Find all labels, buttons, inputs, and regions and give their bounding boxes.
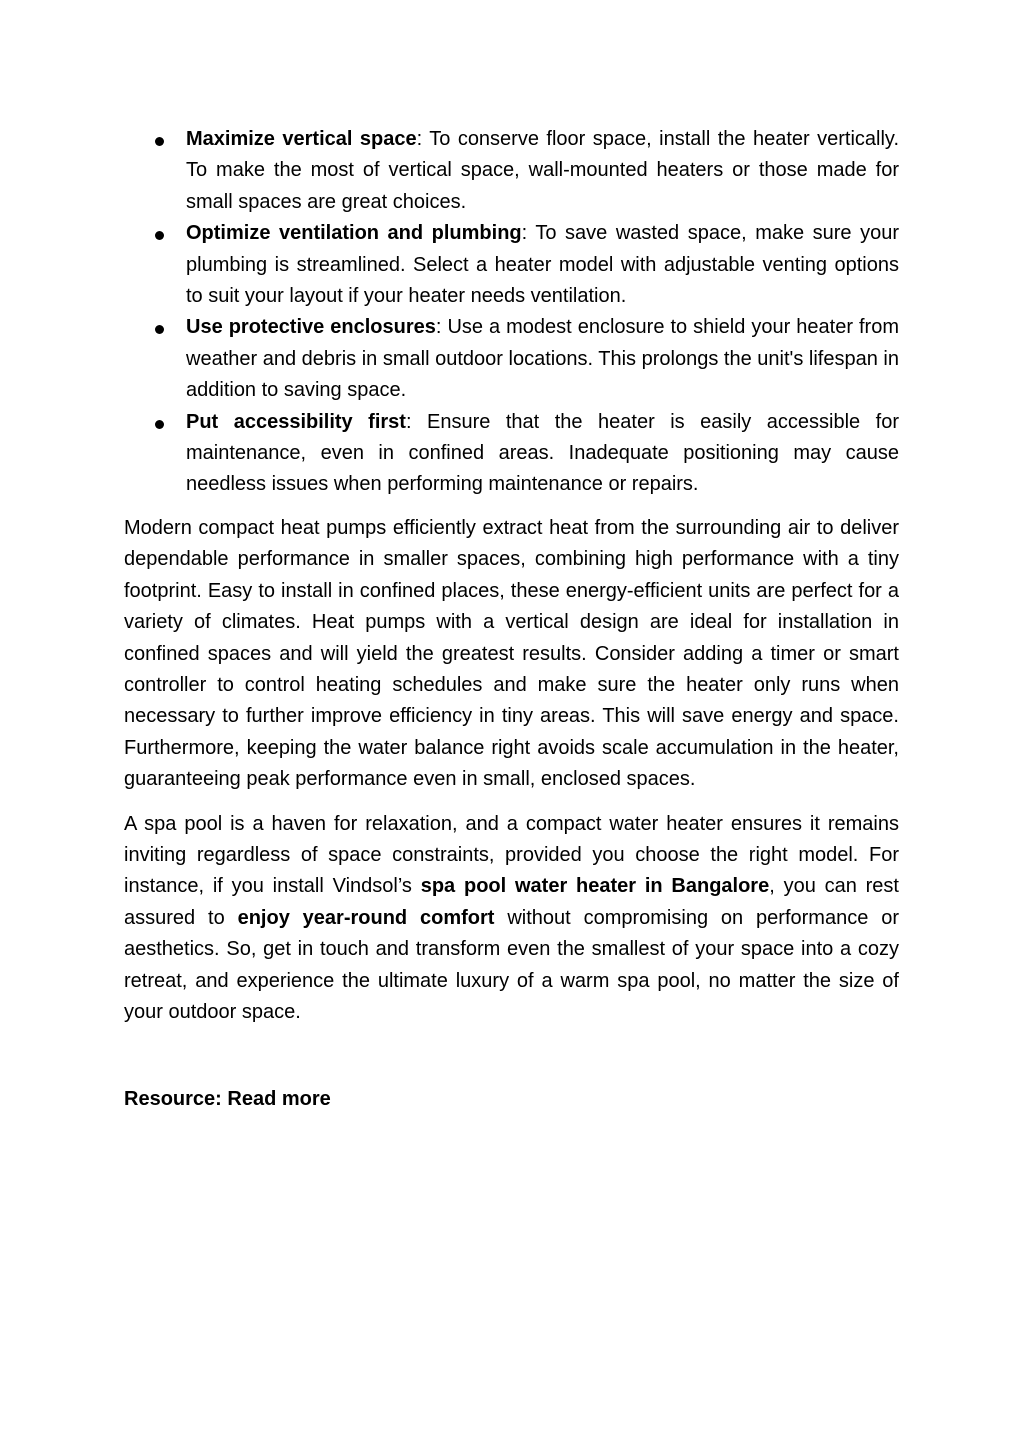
spa-pool-paragraph	[124, 809, 899, 1029]
bullet-icon	[155, 231, 164, 240]
resource-label: Resource:	[124, 1088, 228, 1111]
tip-heading: Use protective enclosures	[186, 316, 436, 339]
bullet-icon	[155, 325, 164, 334]
heat-pump-paragraph: Modern compact heat pumps efficiently extract heat from the surrounding air to deliver dependable performance in smaller spaces, combining high performance with a tiny footprint. Easy to install in confined places, these energy-efficient units are perfect for a variety of climates. Heat pumps with a vertical design are ideal for installation in confined spaces and will yield the greatest results. Consider adding a timer or smart controller to control heating schedules and make sure the heater only runs when necessary to further improve efficiency in tiny areas. This will save energy and space. Furthermore, keeping the water balance right avoids scale accumulation in the heater, guaranteeing peak performance even in small, enclosed spaces.	[124, 516, 899, 791]
tip-heading: Optimize ventilation and plumbing	[186, 222, 522, 245]
tip-text: : To conserve floor space, install the heater vertically. To make the most of vertical space, wall-mounted heaters or those made for small spaces are great choices.	[186, 128, 900, 213]
list-item	[124, 218, 899, 312]
resource-line	[124, 1084, 899, 1115]
tip-heading: Put accessibility first	[186, 410, 406, 433]
list-item	[124, 124, 899, 218]
bullet-icon	[155, 420, 164, 429]
list-item	[124, 312, 899, 406]
bold-phrase: spa pool water heater in Bangalore	[420, 875, 770, 898]
tips-list	[124, 124, 899, 501]
paragraph-text: without compromising on performance or aesthetics. So, get in touch and transform even the smallest of your space into a cozy retreat, and experience the ultimate luxury of a warm spa pool, no matter the size of your outdoor space.	[124, 906, 899, 1023]
paragraph-text: A spa pool is a haven for relaxation, and a compact water heater ensures it remains inviting regardless of space constraints, provided you choose the right model. For instance, if you install Vindsol’s	[124, 812, 899, 898]
bullet-icon	[155, 137, 164, 146]
list-item	[124, 407, 899, 501]
bold-phrase: enjoy year-round comfort	[237, 906, 495, 929]
paragraph-text: , you can rest assured to	[124, 875, 899, 929]
tip-text: : Use a modest enclosure to shield your heater from weather and debris in small outdoor locations. This prolongs the unit's lifespan in addition to saving space.	[186, 316, 899, 402]
document-page	[124, 124, 899, 1116]
tip-heading: Maximize vertical space	[186, 128, 417, 150]
read-more-link[interactable]: Read more	[227, 1088, 331, 1111]
tip-text: : To save wasted space, make sure your plumbing is streamlined. Select a heater model with adjustable venting options to suit your layout if your heater needs ventilation.	[186, 222, 899, 308]
tip-text: : Ensure that the heater is easily accessible for maintenance, even in confined areas. Inadequate positioning may cause needless issues when performing maintenance or repairs.	[186, 410, 899, 496]
